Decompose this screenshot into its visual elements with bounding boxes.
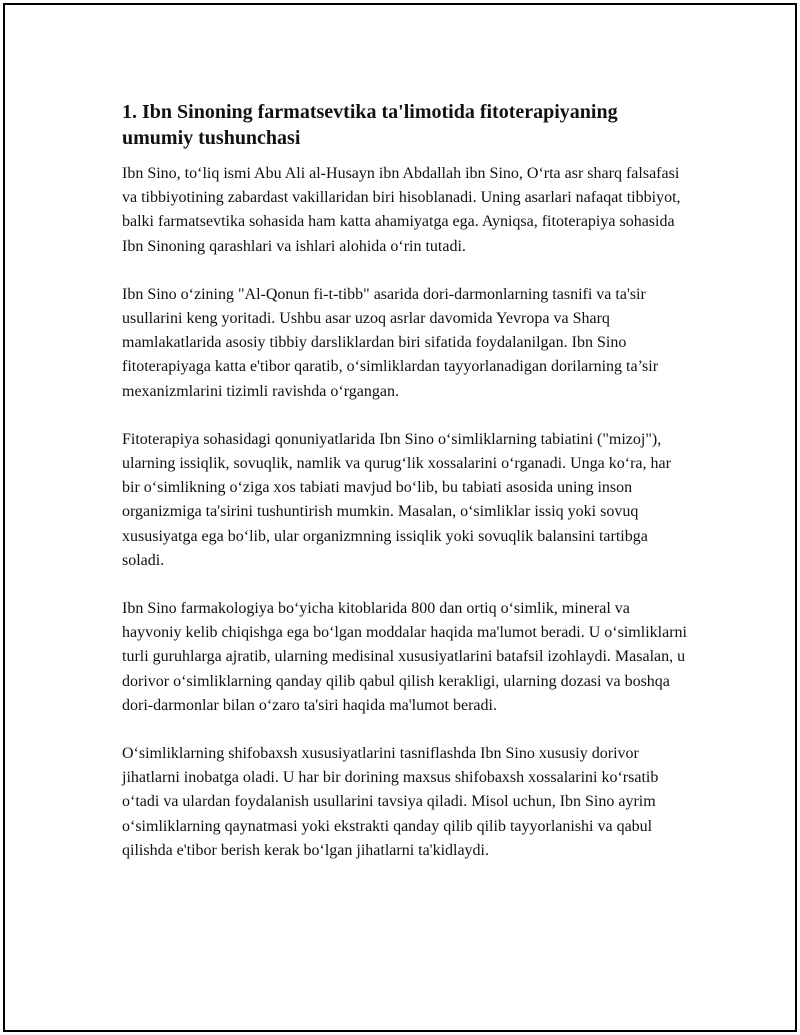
page-frame	[3, 3, 797, 1032]
paragraph-al-qonun: Ibn Sino o‘zining "Al-Qonun fi-t-tibb" asarida dori-darmonlarning tasnifi va ta'sir usullarini keng yoritadi. Ushbu asar uzoq asrlar davomida Yevropa va Sharq mamlakatlarida asosiy tibbiy darsliklardan biri sifatida foydalanilgan. Ibn Sino fitoterapiyaga katta e'tibor qaratib, o‘simliklardan tayyorlanadigan dorilarning ta’sir mexanizmlarini tizimli ravishda o‘rgangan.	[122, 285, 659, 400]
paragraph-pharmacology: Ibn Sino farmakologiya bo‘yicha kitoblarida 800 dan ortiq o‘simlik, mineral va hayvoniy kelib chiqishga ega bo‘lgan moddalar haqida ma'lumot beradi. U o‘simliklarni turli guruhlarga ajratib, ularning medisinal xususiyatlarini batafsil izohlaydi. Masalan, u dorivor o‘simliklarning qanday qilib qabul qilish kerakligi, ularning dozasi va boshqa dori-darmonlar bilan o‘zaro ta'siri haqida ma'lumot beradi.	[122, 600, 687, 714]
document-body	[122, 99, 692, 887]
paragraph-mizoj: Fitoterapiya sohasidagi qonuniyatlarida Ibn Sino o‘simliklarning tabiatini ("mizoj"), ularning issiqlik, sovuqlik, namlik va qurug‘lik xossalarini o‘rganadi. Unga ko‘ra, har bir o‘simlikning o‘ziga xos tabiati mavjud bo‘lib, bu tabiati asosida uning inson organizmiga ta'sirini tushuntirish mumkin. Masalan, o‘simliklar issiq yoki sovuq xususiyatga ega bo‘lib, ular organizmning issiqlik yoki sovuqlik balansini tartibga soladi.	[122, 430, 671, 569]
paragraph-classification: O‘simliklarning shifobaxsh xususiyatlarini tasniflashda Ibn Sino xususiy dorivor jihatlarni inobatga oladi. U har bir dorining maxsus shifobaxsh xossalarini ko‘rsatib o‘tadi va ulardan foydalanish usullarini tavsiya qiladi. Misol uchun, Ibn Sino ayrim o‘simliklarning qaynatmasi yoki ekstrakti qanday qilib qilib tayyorlanishi va qabul qilishda e'tibor berish kerak bo‘lgan jihatlarni ta'kidlaydi.	[122, 745, 659, 859]
paragraph-intro: Ibn Sino, to‘liq ismi Abu Ali al-Husayn ibn Abdallah ibn Sino, O‘rta asr sharq falsafasi va tibbiyotining zabardast vakillaridan biri hisoblanadi. Uning asarlari nafaqat tibbiyot, balki farmatsevtika sohasida ham katta ahamiyatga ega. Ayniqsa, fitoterapiya sohasida Ibn Sinoning qarashlari va ishlari alohida o‘rin tutadi.	[122, 165, 681, 255]
section-heading: 1. Ibn Sinoning farmatsevtika ta'limotida fitoterapiyaning umumiy tushunchasi	[122, 101, 618, 149]
